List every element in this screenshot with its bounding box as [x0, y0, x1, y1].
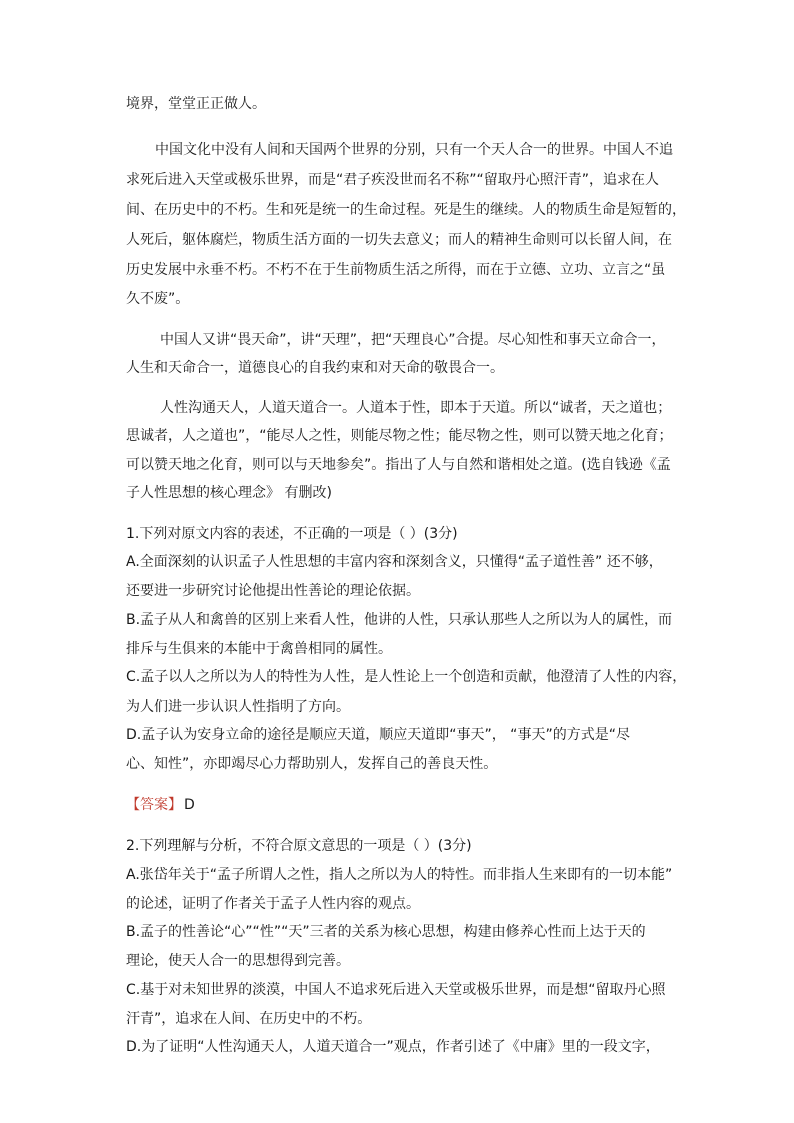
paragraph-1-line-4: 人死后，躯体腐烂，物质生活方面的一切失去意义；而人的精神生命则可以长留人间，在	[126, 232, 672, 248]
paragraph-1-line-2: 求死后进入天堂或极乐世界，而是“君子疾没世而名不称”“留取丹心照汗青”，追求在人	[126, 172, 660, 188]
paragraph-3-line-3: 可以赞天地之化育，则可以与天地参矣”。指出了人与自然和谐相处之道。(选自钱逊《孟	[126, 457, 671, 473]
answer-value: D	[184, 797, 195, 813]
question-1-stem: 1.下列对原文内容的表述，不正确的一项是（ ）(3分)	[126, 526, 458, 542]
answer-row	[126, 795, 195, 815]
question-1-option-d-line-2: 心、知性”，亦即竭尽心力帮助别人，发挥自己的善良天性。	[126, 756, 498, 772]
question-1-option-a-line-2: 还要进一步研究讨论他提出性善论的理论依据。	[126, 583, 420, 599]
question-2-option-a-line-2: 的论述，证明了作者关于孟子人性内容的观点。	[126, 896, 420, 912]
question-1-option-c-line-2: 为人们进一步认识人性指明了方向。	[126, 699, 350, 715]
paragraph-3-line-4: 子人性思想的核心理念》 有删改)	[126, 485, 332, 501]
paragraph-2-line-1: 中国人又讲“畏天命”，讲“天理”，把“天理良心”合提。尽心知性和事天立命合一，	[160, 332, 666, 348]
question-2-option-c-line-2: 汗青”，追求在人间、在历史中的不朽。	[126, 1011, 372, 1027]
question-2-option-d-line-1: D.为了证明“人性沟通天人，人道天道合一”观点，作者引述了《中庸》里的一段文字，	[126, 1039, 660, 1055]
question-2-option-b-line-2: 理论，使天人合一的思想得到完善。	[126, 953, 350, 969]
question-1-option-b-line-1: B.孟子从人和禽兽的区别上来看人性，他讲的人性，只承认那些人之所以为人的属性，而	[126, 612, 673, 628]
paragraph-1-line-6: 久不废”。	[126, 291, 190, 307]
question-2-stem: 2.下列理解与分析，不符合原文意思的一项是（ ）(3分)	[126, 838, 472, 854]
question-1-option-b-line-2: 排斥与生俱来的本能中于禽兽相同的属性。	[126, 641, 392, 657]
question-1-option-c-line-1: C.孟子以人之所以为人的特性为人性，是人性论上一个创造和贡献，他澄清了人性的内容，	[126, 669, 687, 685]
paragraph-1-line-5: 历史发展中永垂不朽。不朽不在于生前物质生活之所得，而在于立德、立功、立言之“虽	[126, 262, 666, 278]
paragraph-3-line-1: 人性沟通天人，人道天道合一。人道本于性，即本于天道。所以“诚者，天之道也；	[160, 400, 672, 416]
question-2-option-b-line-1: B.孟子的性善论“心”“性”“天”三者的关系为核心思想，构建由修养心性而上达于天的	[126, 924, 646, 940]
question-1-option-d-line-1: D.孟子认为安身立命的途径是顺应天道，顺应天道即“事天”， “事天”的方式是“尽	[126, 727, 630, 743]
question-2-option-c-line-1: C.基于对未知世界的淡漠，中国人不追求死后进入天堂或极乐世界，而是想“留取丹心照	[126, 982, 666, 998]
paragraph-1-line-1: 中国文化中没有人间和天国两个世界的分别，只有一个天人合一的世界。中国人不追	[155, 142, 673, 158]
paragraph-1-line-3: 间、在历史中的不朽。生和死是统一的生命过程。死是生的继续。人的物质生命是短暂的，	[126, 202, 686, 218]
paragraph-2-line-2: 人生和天命合一，道德良心的自我约束和对天命的敬畏合一。	[126, 360, 504, 376]
paragraph-0-line-1: 境界，堂堂正正做人。	[126, 96, 266, 112]
question-1-option-a-line-1: A.全面深刻的认识孟子人性思想的丰富内容和深刻含义，只懂得“孟子道性善” 还不够，	[126, 554, 663, 570]
question-2-option-a-line-1: A.张岱年关于“孟子所谓人之性，指人之所以为人的特性。而非指人生来即有的一切本能”	[126, 867, 673, 883]
answer-label: 【答案】	[126, 797, 182, 813]
paragraph-3-line-2: 思诚者，人之道也”，“能尽人之性，则能尽物之性；能尽物之性，则可以赞天地之化育；	[126, 428, 673, 444]
